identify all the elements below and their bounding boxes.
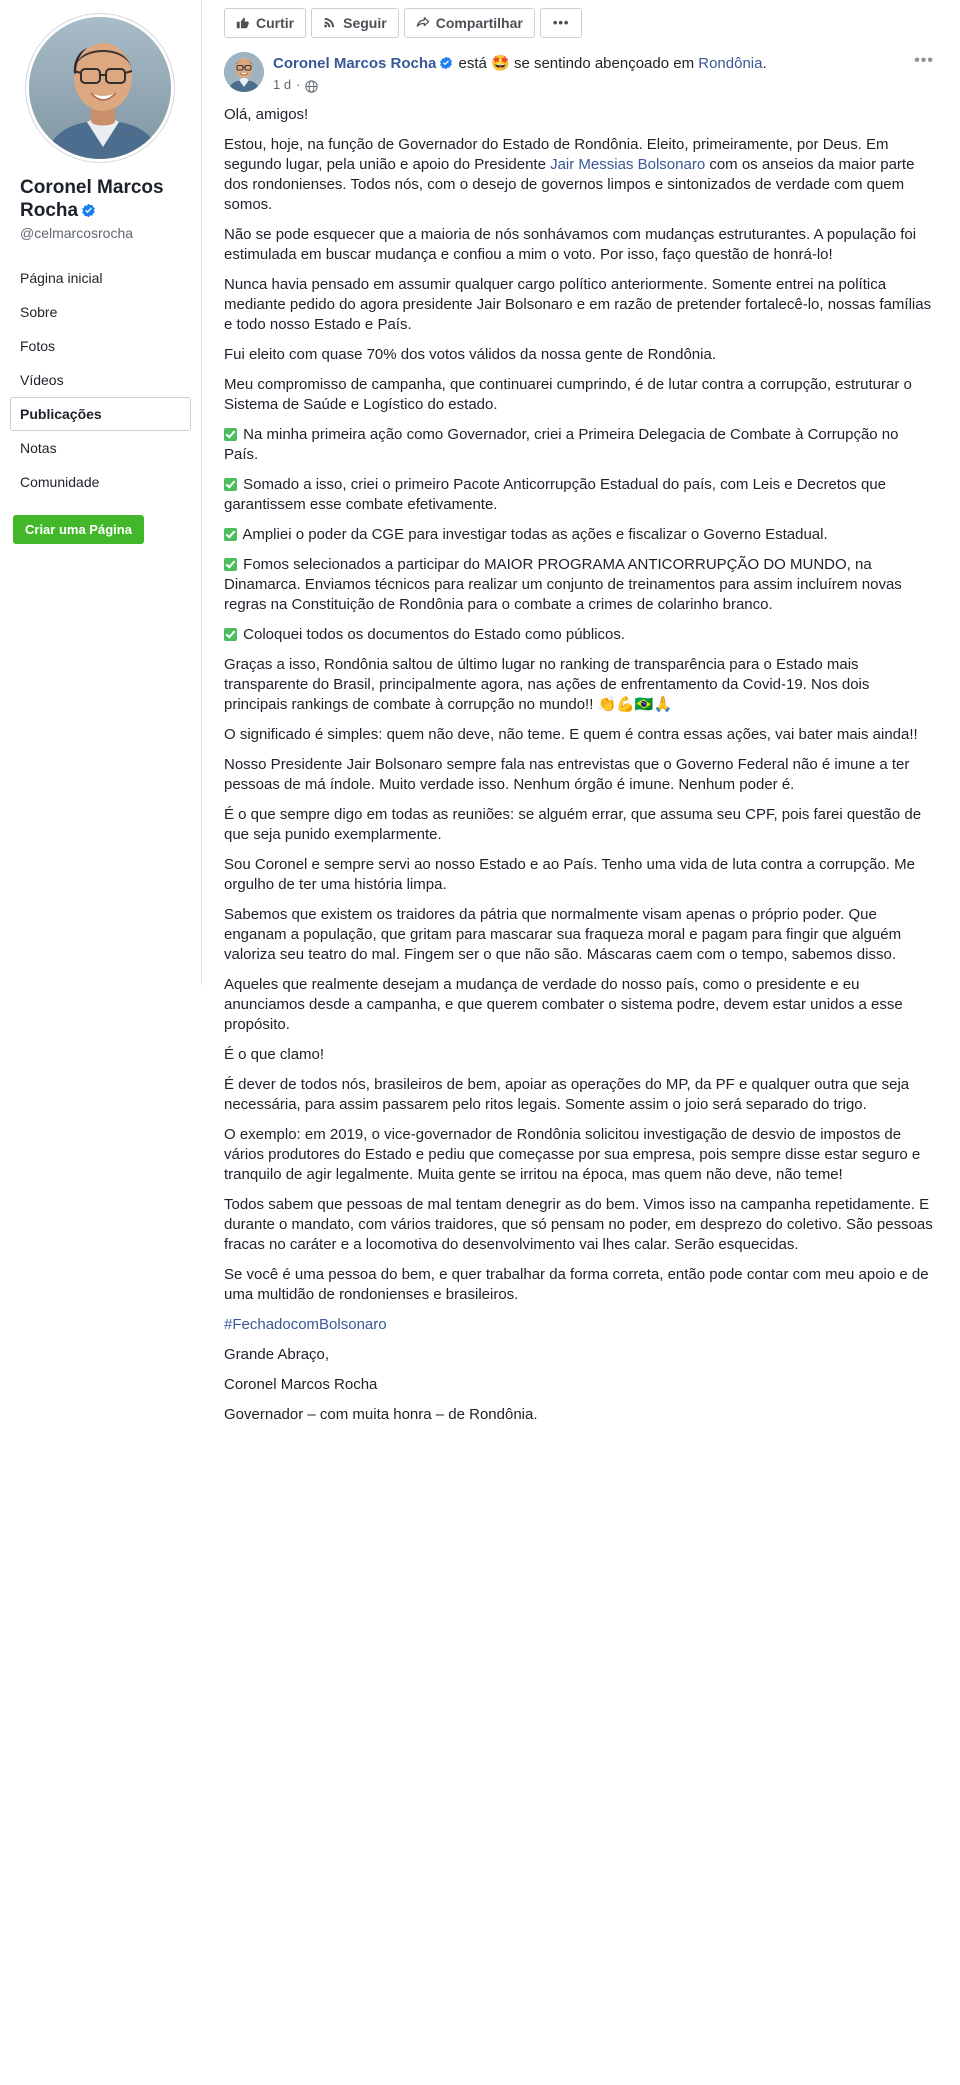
main-content bbox=[202, 0, 960, 1435]
post-paragraph: Governador – com muita honra – de Rondônia. bbox=[224, 1406, 538, 1423]
post-author-name[interactable]: Coronel Marcos Rocha bbox=[273, 55, 437, 72]
sidebar-item-notas[interactable]: Notas bbox=[20, 440, 57, 456]
thumbs-up-icon bbox=[236, 16, 250, 30]
post-status-prefix: está bbox=[458, 55, 487, 72]
avatar[interactable] bbox=[26, 14, 174, 162]
post-avatar-photo bbox=[224, 52, 264, 92]
post-paragraph: Fomos selecionados a participar do MAIOR PROGRAMA ANTICORRUPÇÃO DO MUNDO, na Dinamarca. Enviamos técnicos para realizar um conjunto de treinamentos para assim incluírem novas regras na Constituição de Rondônia para o combate a crimes de colarinho branco. bbox=[224, 556, 902, 613]
page-title-text: Coronel Marcos Rocha bbox=[20, 177, 164, 221]
post-paragraph: Grande Abraço, bbox=[224, 1346, 330, 1363]
post-paragraph: Graças a isso, Rondônia saltou de último lugar no ranking de transparência para o Estado mais transparente do Brasil, principalmente agora, nas ações de enfrentamento da Covid-19. Nos dois principais rankings de combate à corrupção no mundo!! 👏💪🇧🇷🙏 bbox=[224, 656, 870, 713]
post-options-icon[interactable]: ••• bbox=[914, 52, 934, 69]
page-handle: @celmarcosrocha bbox=[20, 225, 134, 241]
check-mark-icon bbox=[224, 628, 237, 641]
sidebar-item-fotos[interactable]: Fotos bbox=[20, 338, 56, 354]
post-status-suffix: . bbox=[762, 55, 767, 72]
post-paragraph: Aqueles que realmente desejam a mudança de verdade do nosso país, como o presidente e eu anunciamos desde a campanha, e que querem combater o sistema podre, devem estar unidos a esse propósito. bbox=[224, 976, 903, 1033]
post-paragraph: Se você é uma pessoa do bem, e quer trabalhar da forma correta, então pode contar com meu apoio e de uma multidão de rondonienses e brasileiros. bbox=[224, 1266, 929, 1303]
check-mark-icon bbox=[224, 558, 237, 571]
post-timestamp[interactable]: 1 d bbox=[273, 77, 292, 92]
follow-button-label: Seguir bbox=[343, 15, 387, 31]
post-location-link[interactable]: Rondônia bbox=[698, 55, 763, 72]
post-paragraph: Na minha primeira ação como Governador, criei a Primeira Delegacia de Combate à Corrupção no País. bbox=[224, 426, 899, 463]
post-status-middle: se sentindo abençoado em bbox=[513, 55, 695, 72]
post-paragraph: Não se pode esquecer que a maioria de nós sonhávamos com mudanças estruturantes. A população foi estimulada em buscar mudança e confiou a mim o voto. Por isso, faço questão de honrá-lo! bbox=[224, 226, 917, 263]
globe-icon[interactable] bbox=[305, 79, 318, 92]
post-paragraph: Coloquei todos os documentos do Estado como públicos. bbox=[224, 625, 936, 645]
verified-badge-icon bbox=[81, 201, 96, 216]
post-paragraph: É o que clamo! bbox=[224, 1046, 325, 1063]
verified-badge-icon bbox=[439, 56, 454, 71]
sidebar-item-pagina-inicial[interactable]: Página inicial bbox=[20, 270, 103, 286]
post-paragraph: Sabemos que existem os traidores da pátria que normalmente visam apenas o próprio poder. Que enganam a população, que gritam para mascarar sua fraqueza moral e pagam para fingir que alguém valoriza seu teatro do mal. Fingem ser o que não são. Máscaras caem com o tempo, sabemos disso. bbox=[224, 906, 902, 963]
post-paragraph: É o que sempre digo em todas as reuniões: se alguém errar, que assuma seu CPF, pois farei questão de que seja punido exemplarmente. bbox=[224, 806, 922, 843]
sidebar-item-publicacoes[interactable]: Publicações bbox=[10, 397, 191, 431]
feeling-emoji-icon: 🤩 bbox=[491, 54, 510, 72]
check-mark-icon bbox=[224, 478, 237, 491]
post-author-avatar[interactable] bbox=[224, 52, 264, 92]
post-paragraph: Estou, hoje, na função de Governador do Estado de Rondônia. Eleito, primeiramente, por Deus. Em segundo lugar, pela união e apoio do Presidente Jair Messias Bolsonaro com os anseios da maior parte dos rondonienses. Todos nós, com o desejo de governos limpos e sintonizados de verdade com quem somos. bbox=[224, 136, 915, 213]
page-nav bbox=[0, 261, 201, 499]
post-paragraph: Fui eleito com quase 70% dos votos válidos da nossa gente de Rondônia. bbox=[224, 346, 716, 363]
share-button-label: Compartilhar bbox=[435, 15, 523, 31]
sidebar-item-comunidade[interactable]: Comunidade bbox=[20, 474, 100, 490]
post-paragraph: Nosso Presidente Jair Bolsonaro sempre fala nas entrevistas que o Governo Federal não é imune a ter pessoas de má índole. Muito verdade isso. Nenhum órgão é imune. Nenhum poder é. bbox=[224, 756, 910, 793]
meta-separator: · bbox=[296, 77, 301, 92]
follow-button[interactable] bbox=[311, 8, 399, 38]
post-paragraph: Somado a isso, criei o primeiro Pacote Anticorrupção Estadual do país, com Leis e Decretos que garantissem esse combate efetivamente. bbox=[224, 476, 886, 513]
post-paragraph: Sou Coronel e sempre servi ao nosso Estado e ao País. Tenho uma vida de luta contra a corrupção. Me orgulho de ter uma história limpa. bbox=[224, 856, 915, 893]
hashtag-link[interactable]: #FechadocomBolsonaro bbox=[224, 1316, 387, 1333]
post-paragraph: O significado é simples: quem não deve, não teme. E quem é contra essas ações, vai bater mais ainda!! bbox=[224, 726, 918, 743]
post-meta bbox=[273, 75, 936, 95]
post-paragraph bbox=[224, 1315, 936, 1335]
like-button-label: Curtir bbox=[256, 15, 295, 31]
check-mark-icon bbox=[224, 428, 237, 441]
post-paragraph: O exemplo: em 2019, o vice-governador de Rondônia solicitou investigação de desvio de impostos de vários produtores do Estado e pediu que começasse por sua empresa, pois sempre disse estar seguro e tranquilo de agir legalmente. Muita gente se irritou na época, mas quem não deve, não teme! bbox=[224, 1126, 921, 1183]
post-paragraph: Olá, amigos! bbox=[224, 106, 309, 123]
create-page-button[interactable]: Criar uma Página bbox=[13, 515, 144, 544]
post-paragraph: Coronel Marcos Rocha bbox=[224, 1376, 378, 1393]
post-paragraph: Ampliei o poder da CGE para investigar todas as ações e fiscalizar o Governo Estadual. bbox=[224, 525, 936, 545]
post-paragraph: Meu compromisso de campanha, que continuarei cumprindo, é de lutar contra a corrupção, estruturar o Sistema de Saúde e Logístico do estado. bbox=[224, 376, 912, 413]
sidebar-item-videos[interactable]: Vídeos bbox=[20, 372, 64, 388]
post bbox=[202, 46, 960, 1435]
post-header bbox=[224, 52, 936, 95]
profile-link[interactable]: Jair Messias Bolsonaro bbox=[550, 156, 706, 173]
page-sidebar bbox=[0, 0, 202, 985]
like-button[interactable] bbox=[224, 8, 306, 38]
share-button[interactable] bbox=[404, 8, 535, 38]
post-paragraph: É dever de todos nós, brasileiros de bem, apoiar as operações do MP, da PF e qualquer outra que seja necessária, para assim passarem pelo ritos legais. Somente assim o joio será separado do trigo. bbox=[224, 1076, 910, 1113]
avatar-container bbox=[0, 0, 201, 162]
rss-follow-icon bbox=[323, 16, 337, 30]
post-header-text bbox=[273, 52, 936, 95]
sidebar-item-sobre[interactable]: Sobre bbox=[20, 304, 58, 320]
check-mark-icon bbox=[224, 528, 237, 541]
page-title bbox=[20, 176, 181, 222]
post-text bbox=[224, 105, 936, 1425]
page-action-bar bbox=[202, 0, 960, 46]
post-paragraph: Todos sabem que pessoas de mal tentam denegrir as do bem. Vimos isso na campanha repetidamente. E durante o mandato, com vários traidores, que só pensam no poder, em desprezo do coletivo. São pessoas fracas no caráter e a locomotiva do desenvolvimento vai lhes calar. Serão esquecidas. bbox=[224, 1196, 933, 1253]
avatar-photo bbox=[29, 17, 174, 162]
more-actions-button[interactable]: ••• bbox=[540, 8, 583, 38]
share-arrow-icon bbox=[416, 16, 430, 30]
post-paragraph: Nunca havia pensado em assumir qualquer cargo político anteriormente. Somente entrei na política mediante pedido do agora presidente Jair Bolsonaro e em razão de pretender fortalecê-lo, nossas famílias e todo nosso Estado e País. bbox=[224, 276, 932, 333]
